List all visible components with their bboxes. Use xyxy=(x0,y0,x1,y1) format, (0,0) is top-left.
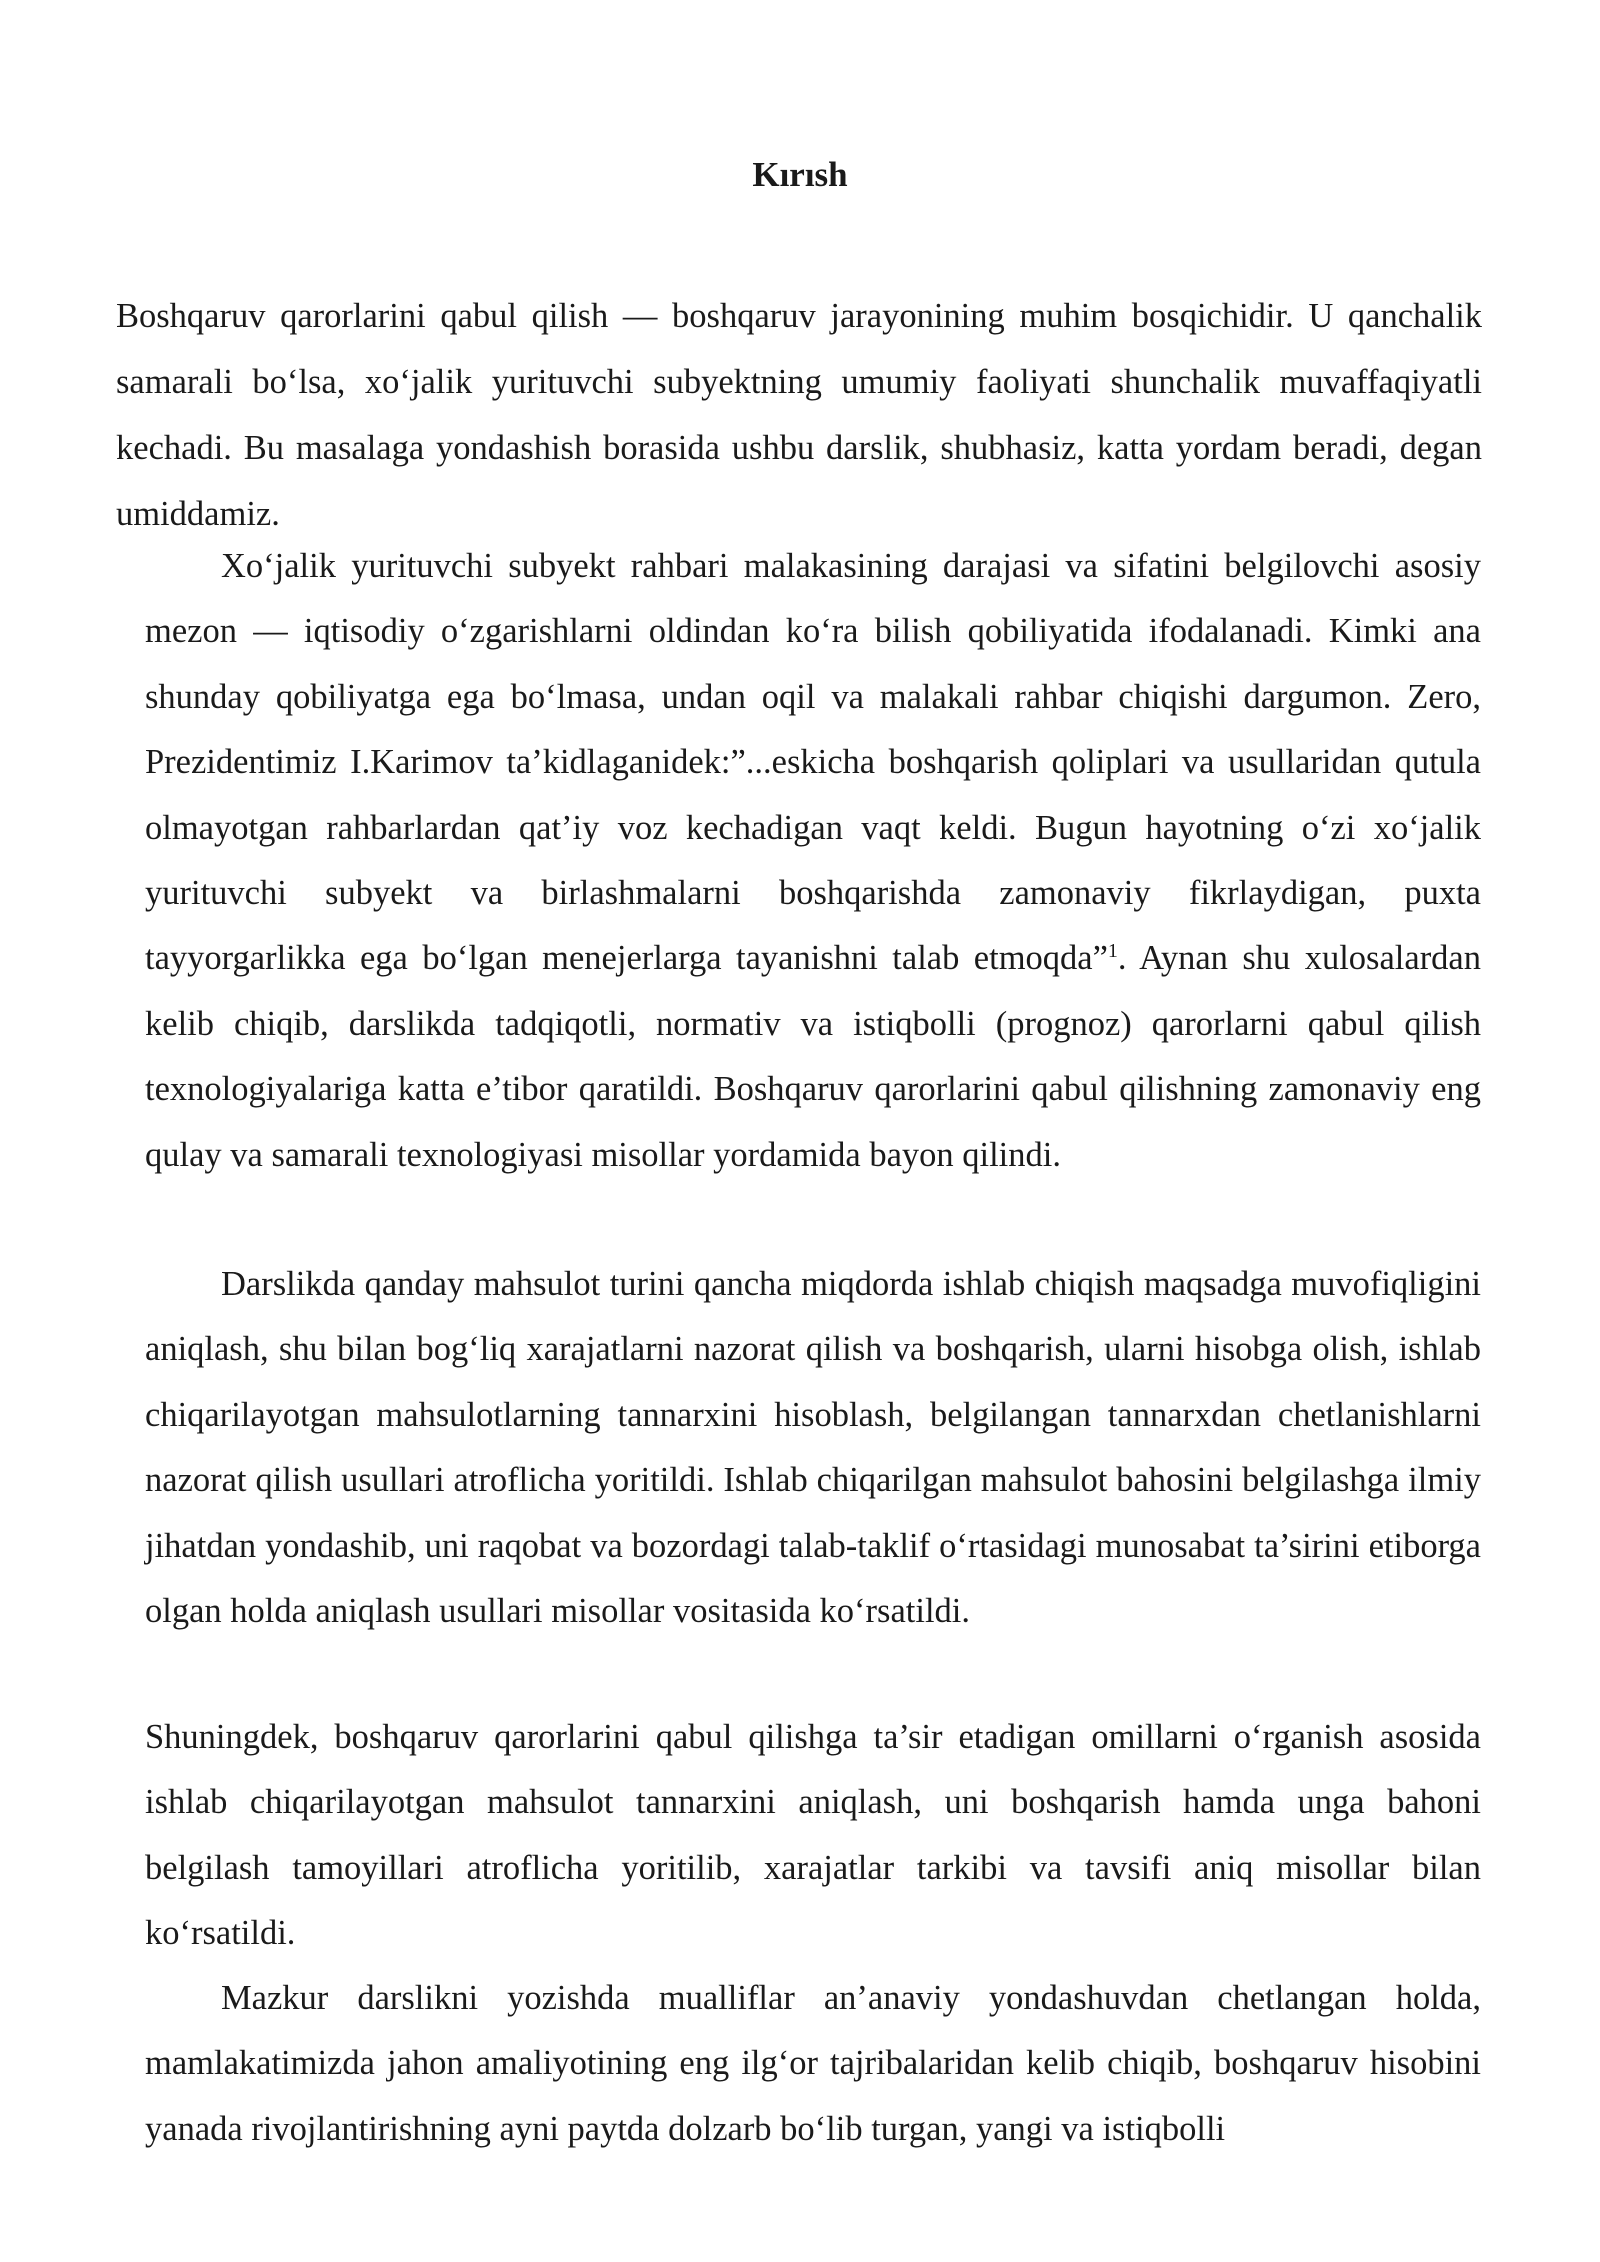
additional-paragraph: Shuningdek, boshqaruv qarorlarini qabul qilishga ta’sir etadigan omillarni o‘rganish asosida ishlab chiqarilayotgan mahsulot tannarxini aniqlash, uni boshqarish hamda unga bahoni belgilash tamoyillari atroflicha yoritilib, xarajatlar tarkibi va tavsifi aniq misollar bilan ko‘rsatildi. xyxy=(145,1718,1481,1953)
content-paragraph: Darslikda qanday mahsulot turini qancha miqdorda ishlab chiqish maqsadga muvofiqligini aniqlash, shu bilan bog‘liq xarajatlarni nazorat qilish va boshqarish, ularni hisobga olish, ishlab chiqarilayotgan mahsulotlarning tannarxini hisoblash, belgilangan tannarxdan chetlanishlarni nazorat qilish usullari atroflicha yoritildi. Ishlab chiqarilgan mahsulot bahosini belgilashga ilmiy jihatdan yondashib, uni raqobat va bozordagi talab-taklif o‘rtasidagi munosabat ta’sirini etiborga olgan holda aniqlash usullari misollar vositasida ko‘rsatildi. xyxy=(145,1265,1481,1631)
quote-paragraph-text: Xo‘jalik yurituvchi subyekt rahbari malakasining darajasi va sifatini belgilovchi asosiy mezon — iqtisodiy o‘zgarishlarni oldindan ko‘ra bilish qobiliyatida ifodalanadi. Kimki ana shunday qobiliyatga ega bo‘lmasa, undan oqil va malakali rahbar chiqishi dargumon. Zero, Prezidentimiz I.Karimov ta’kidlaganidek:”...eskicha boshqarish qoliplari va usullaridan qutula olmayotgan rahbarlardan qat’iy voz kechadigan vaqt keldi. Bugun hayotning o‘zi xo‘jalik yurituvchi subyekt va birlashmalarni boshqarishda zamonaviy fikrlaydigan, puxta tayyorgarlikka ega bo‘lgan menejerlarga tayanishni talab etmoqda” xyxy=(145,547,1481,978)
quote-paragraph-continuation: . Aynan shu xulosalardan kelib chiqib, darslikda tadqiqotli, normativ va istiqbolli (prognoz) qarorlarni qabul qilish texnologiyalariga katta e’tibor qaratildi. Boshqaruv qarorlarini qabul qilishning zamonaviy eng qulay va samarali texnologiyasi misollar yordamida bayon qilindi. xyxy=(145,939,1481,1174)
intro-paragraph: Boshqaruv qarorlarini qabul qilish — boshqaruv jarayonining muhim bosqichidir. U qanchalik samarali bo‘lsa, xo‘jalik yurituvchi subyektning umumiy faoliyati shunchalik muvaffaqiyatli kechadi. Bu masalaga yondashish borasida ushbu darslik, shubhasiz, katta yordam beradi, degan umiddamiz. xyxy=(116,297,1482,533)
quote-paragraph xyxy=(145,534,1481,1188)
closing-paragraph: Mazkur darslikni yozishda mualliflar an’anaviy yondashuvdan chetlangan holda, mamlakatimizda jahon amaliyotining eng ilg‘or tajribalaridan kelib chiqib, boshqaruv hisobini yanada rivojlantirishning ayni paytda dolzarb bo‘lib turgan, yangi va istiqbolli xyxy=(145,1979,1481,2148)
page-title: Kırısh xyxy=(752,155,848,194)
footnote-marker: 1 xyxy=(1107,940,1118,963)
